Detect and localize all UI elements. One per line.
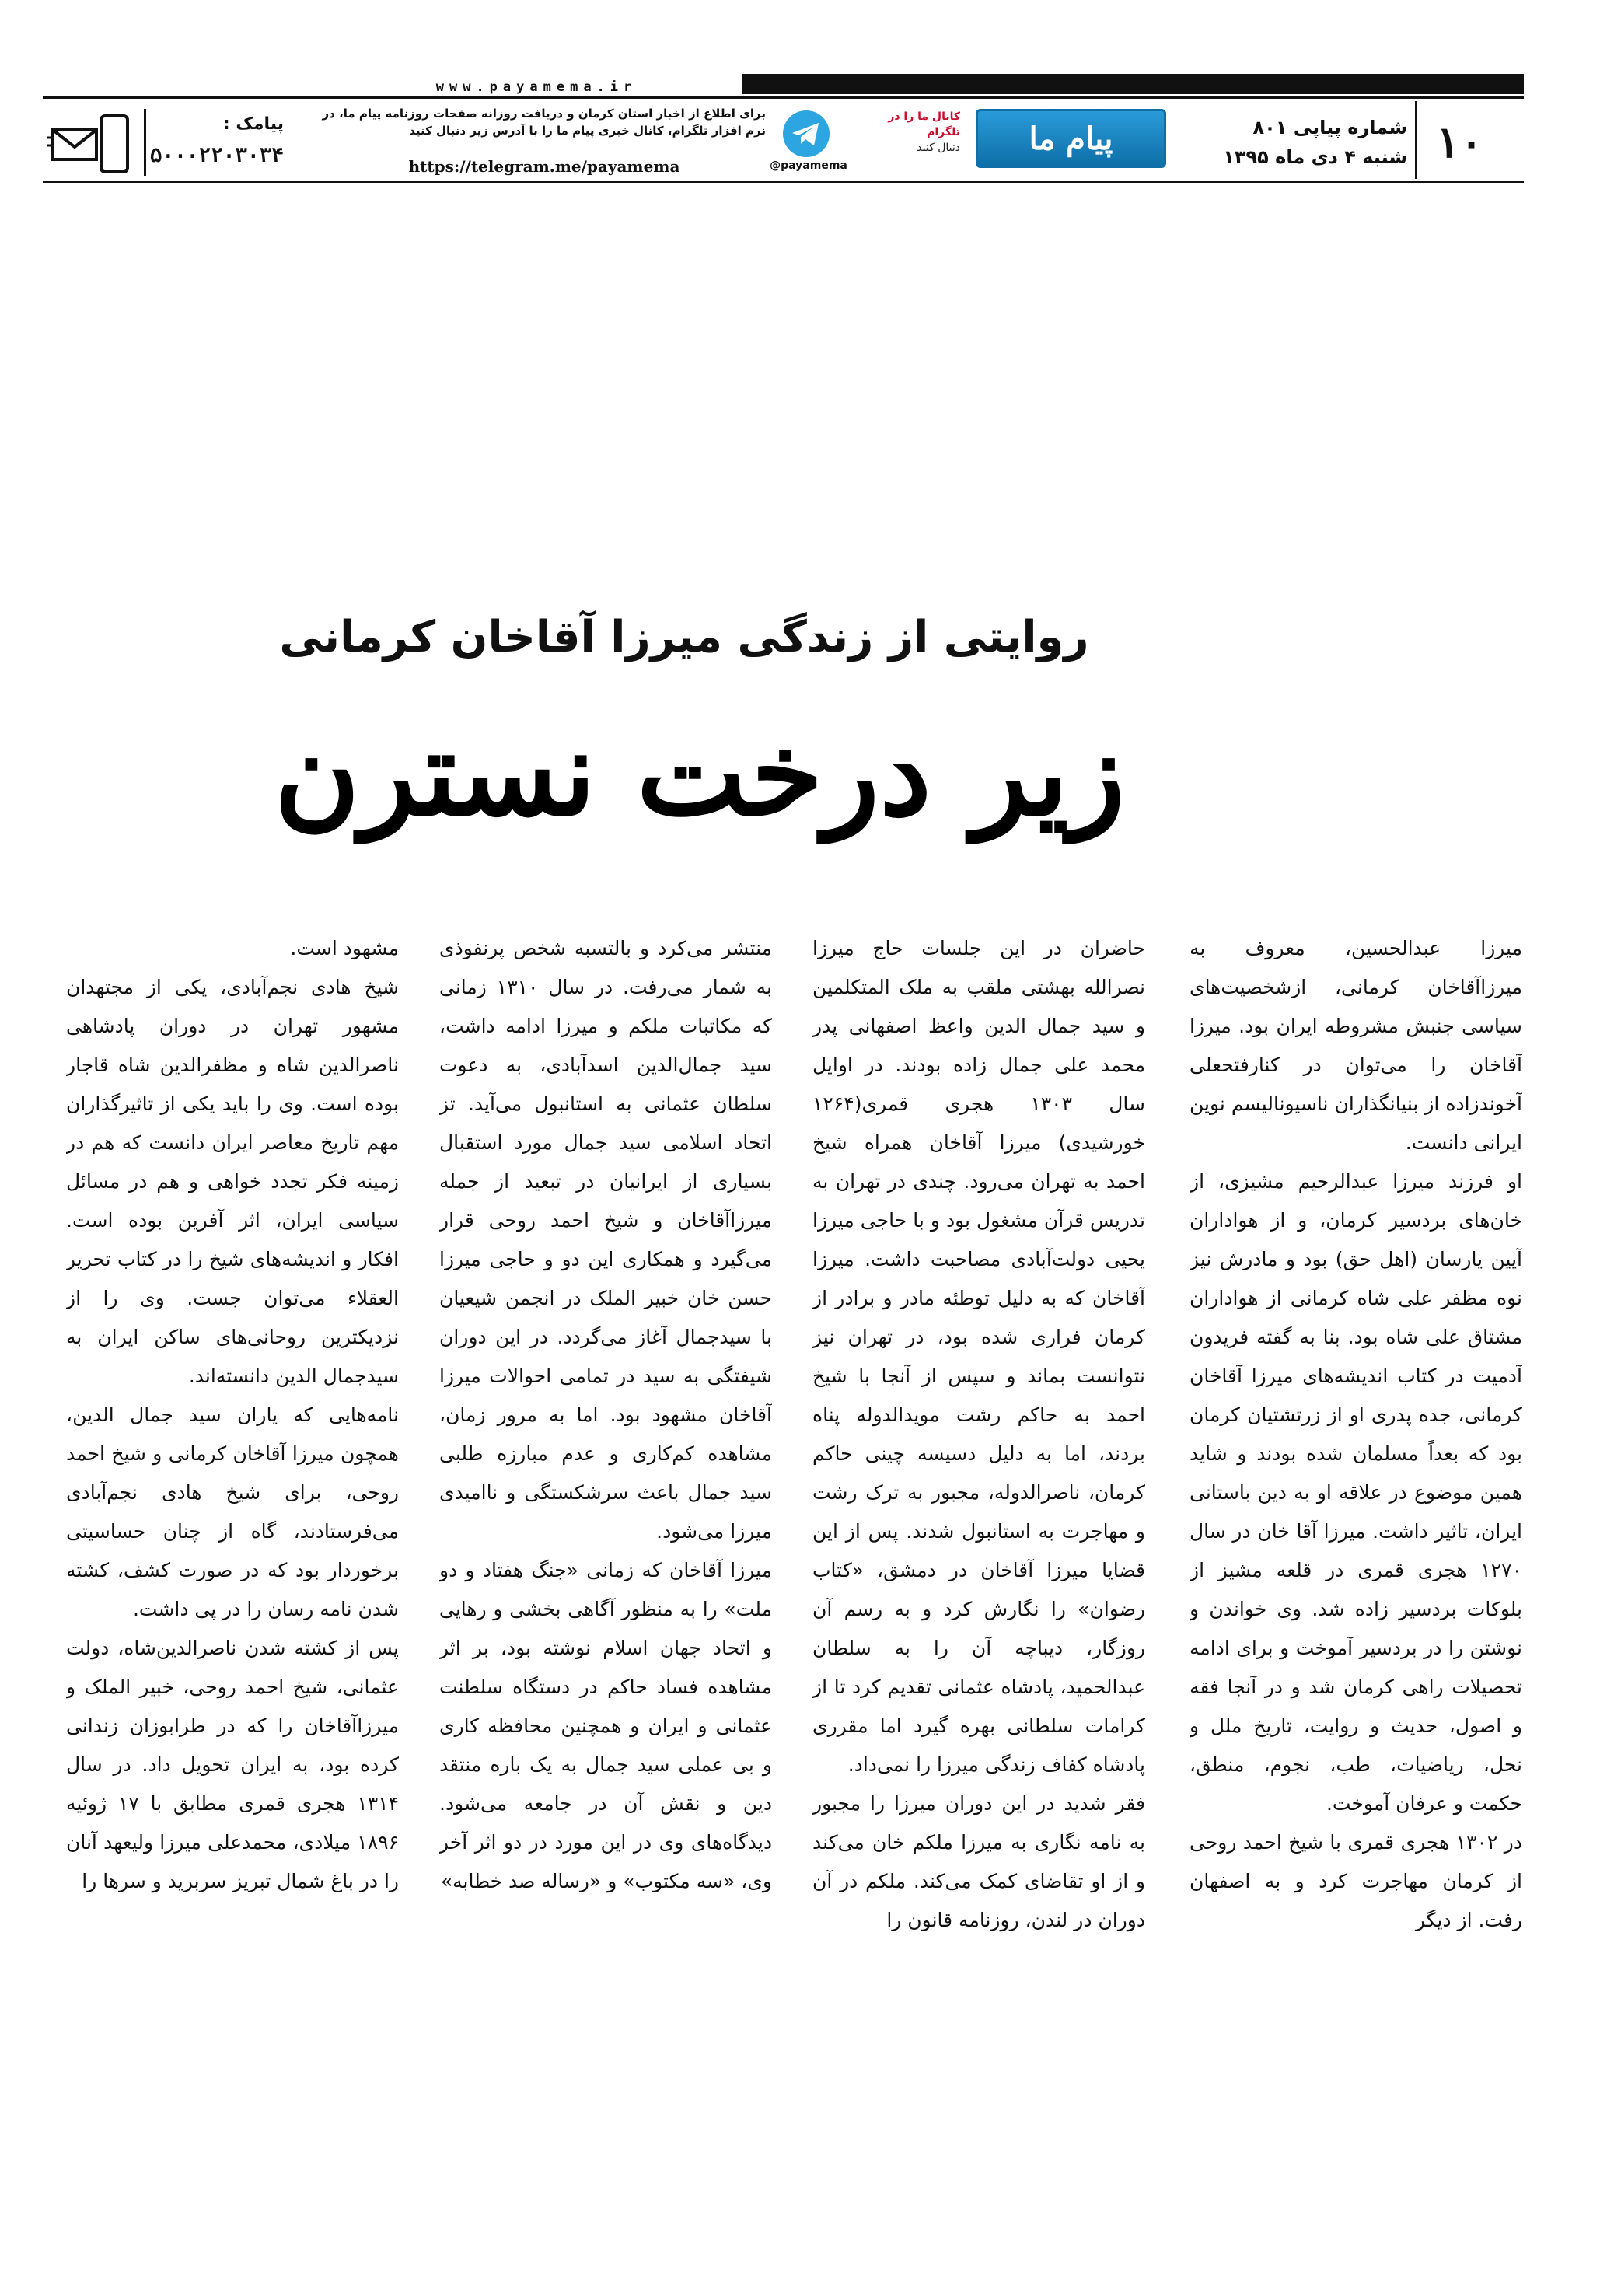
site-url[interactable]: www.payamema.ir [435, 79, 638, 95]
article-column-4 [66, 929, 399, 2189]
paragraph: پس از کشته شدن ناصرالدین‌شاه، دولت عثمانی، شیخ احمد روحی، خبیر الملک و میرزاآقاخان را که در طرابوزان زندانی کرده بود، به ایران تحویل داد. در سال ۱۳۱۴ هجری قمری مطابق با ۱۷ ژوئیه ۱۸۹۶ میلادی، محمدعلی میرزا ولیعهد آنان را در باغ شمال تبریز سربرید و سرها را [66, 1637, 399, 1892]
telegram-description: برای اطلاع از اخبار استان کرمان و دریافت روزانه صفحات روزنامه پیام ما، در نرم افزار تلگرام، کانال خبری پیام ما را با آدرس زیر دنبال کنید [322, 107, 766, 138]
telegram-invite-title: کانال ما را در [888, 110, 960, 123]
page-number: ۱۰ [1436, 117, 1483, 168]
paragraph: فقر شدید در این دوران میرزا را مجبور به نامه نگاری به میرزا ملکم خان می‌کند و از او تقاضای کمک می‌کند. ملکم در آن دوران در لندن، روزنامه قانون را [812, 1792, 1145, 1931]
paragraph: در ۱۳۰۲ هجری قمری با شیخ احمد روحی از کرمان مهاجرت کرد و به اصفهان رفت. از دیگر [1190, 1831, 1522, 1931]
article-column-2 [812, 929, 1145, 2189]
issue-date: شنبه ۴ دی ماه ۱۳۹۵ [1223, 146, 1407, 168]
mail-phone-icon [47, 113, 132, 175]
telegram-invite-sub: دنبال کنید [917, 142, 960, 154]
page-number-divider [1415, 101, 1417, 179]
telegram-link[interactable]: https://telegram.me/payamema [408, 157, 680, 176]
paragraph: منتشر می‌کرد و بالتسبه شخص پرنفوذی به شمار می‌رفت. در سال ۱۳۱۰ زمانی که مکاتبات ملکم و میرزا ادامه داشت، سید جمال‌الدین اسدآبادی، به دعوت سلطان عثمانی به استانبول می‌آید. تز اتحاد اسلامی سید جمال مورد استقبال بسیاری از ایرانیان در تبعید از جمله میرزاآقاخان و شیخ احمد روحی قرار می‌گیرد و همکاری این دو و حاجی میرزا حسن خان خبیر الملک در انجمن شیعیان با سیدجمال آغاز می‌گردد. در این دوران شیفتگی به سید در تمامی احوالات میرزا آقاخان مشهود بود. اما به مرور زمان، مشاهده کم‌کاری و عدم مبارزه طلبی سید جمال باعث سرشکستگی و ناامیدی میرزا می‌شود. [439, 937, 772, 1543]
sms-label: پیامک : [222, 114, 284, 134]
paragraph: نامه‌هایی که یاران سید جمال الدین، همچون میرزا آقاخان کرمانی و شیخ احمد روحی، برای شیخ هادی نجم‌آبادی می‌فرستادند، گاه از چنان حساسیتی برخوردار بود که در صورت کشف، کشته شدن نامه رسان را در پی داشت. [66, 1403, 399, 1620]
issue-info [1190, 113, 1407, 175]
article-title: زیر درخت نسترن [274, 705, 1126, 842]
telegram-icon[interactable] [781, 109, 831, 159]
paragraph: شیخ هادی نجم‌آبادی، یکی از مجتهدان مشهور تهران در دوران پادشاهی ناصرالدین شاه و مظفرالدین شاه قاجار بوده است. وی را باید یکی از تاثیرگذاران مهم تاریخ معاصر ایران دانست که هم در زمینه فکر تجدد خواهی و هم در مسائل سیاسی ایران، اثر آفرین بوده است. افکار و اندیشه‌های شیخ را در کتاب تحریر العقلاء می‌توان جست. وی را از نزدیکترین روحانی‌های ساکن ایران به سیدجمال الدین دانسته‌اند. [66, 976, 399, 1387]
paragraph: حاضران در این جلسات حاج میرزا نصرالله بهشتی ملقب به ملک المتکلمین و سید جمال الدین واعظ اصفهانی پدر محمد علی جمال زاده بودند. در اوایل سال ۱۳۰۳ هجری قمری(۱۲۶۴ خورشیدی) میرزا آقاخان همراه شیخ احمد به تهران می‌رود. چندی در تهران به تدریس قرآن مشغول بود و با حاجی میرزا یحیی دولت‌آبادی مصاحبت داشت. میرزا آقاخان که به دلیل توطئه مادر و برادر از کرمان فراری شده بود، در تهران نیز نتوانست بماند و سپس از آنجا با شیخ احمد به حاکم رشت مویدالدوله پناه بردند، اما به دلیل دسیسه چینی حاکم کرمان، ناصرالدوله، مجبور به ترک رشت و مهاجرت به استانبول شدند. پس از این قضایا میرزا آقاخان در دمشق، «کتاب رضوان» را نگارش کرد و به رسم آن روزگار، دیباچه آن را به سلطان عبدالحمید، پادشاه عثمانی تقدیم کرد تا از کرامات سلطانی بهره گیرد اما مقرری پادشاه کفاف زندگی میرزا را نمی‌داد. [812, 937, 1145, 1776]
telegram-invite [844, 109, 960, 179]
newspaper-logo[interactable] [976, 109, 1166, 168]
paragraph: میرزا عبدالحسین، معروف به میرزاآقاخان کرمانی، ازشخصیت‌های سیاسی جنبش مشروطه ایران بود. میرزا آقاخان را می‌توان در کنارفتحعلی آخوندزاده از بنیانگذاران ناسیونالیسم نوین ایرانی دانست. [1190, 937, 1522, 1154]
paragraph: مشهود است. [290, 937, 399, 959]
issue-number: شماره پیاپی ۸۰۱ [1252, 117, 1407, 138]
article-subtitle: روایتی از زندگی میرزا آقاخان کرمانی [279, 612, 1089, 662]
article-column-3 [439, 929, 772, 2189]
sms-number: ۵۰۰۰۲۲۰۳۰۳۴ [149, 144, 284, 167]
article-column-1 [1190, 929, 1522, 2189]
paragraph: میرزا آقاخان که زمانی «جنگ هفتاد و دو ملت» را به منظور آگاهی بخشی و رهایی و اتحاد جهان اسلام نوشته بود، بر اثر مشاهده فساد حاکم در دستگاه سلطنت عثمانی و ایران و همچنین محافظه کاری و بی عملی سید جمال به یک باره منتقد دین و نقش آن در جامعه می‌شود. دیدگاه‌های وی در این مورد در دو اثر آخر وی، «سه مکتوب» و «رساله صد خطابه» [439, 1559, 772, 1892]
telegram-invite-app: تلگرام [927, 126, 960, 138]
header-black-bar [742, 74, 1524, 94]
paragraph: او فرزند میرزا عبدالرحیم مشیزی، از خان‌های بردسیر کرمان، و از هواداران آیین یارسان (اهل حق) بود و مادرش نیز نوه مظفر علی شاه کرمانی از هواداران مشتاق علی شاه بود. بنا به گفته فریدون آدمیت در کتاب اندیشه‌های میرزا آقاخان کرمانی، جده پدری او از زرتشتیان کرمان بود که بعداً مسلمان شده بودند و شاید همین موضوع در علاقه او به دین باستانی ایران، تاثیر داشت. میرزا آقا خان در سال ۱۲۷۰ هجری قمری در قلعه مشیز از بلوکات بردسیر زاده شد. وی خواندن و نوشتن را در بردسیر آموخت و برای ادامه تحصیلات راهی کرمان شد و در آنجا فقه و اصول، حدیث و روایت، تاریخ ملل و نحل، ریاضیات، طب، نجوم، منطق، حکمت و عرفان آموخت. [1190, 1170, 1522, 1815]
sms-box [144, 109, 284, 176]
logo-text: پیام ما [1029, 120, 1113, 157]
telegram-handle: @payamema [770, 159, 847, 172]
